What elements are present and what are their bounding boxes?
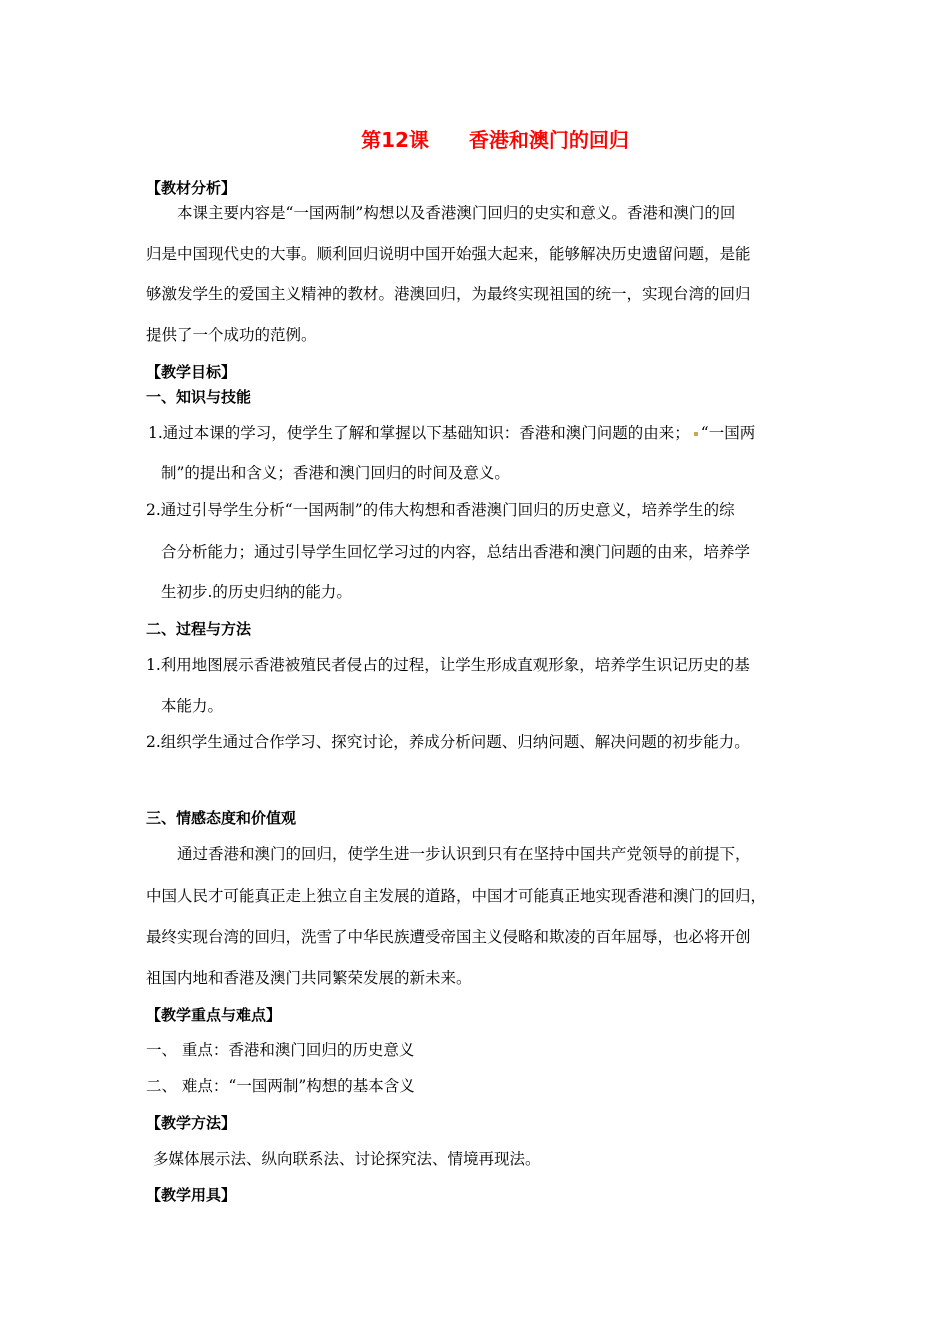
process-heading: 二、过程与方法 — [146, 620, 252, 638]
analysis-heading: 【教材分析】 — [146, 179, 237, 197]
emotion-line-3: 最终实现台湾的回归，洗雪了中华民族遭受帝国主义侵略和欺凌的百年屈辱，也必将开创 — [146, 928, 751, 946]
highlight-mark — [694, 432, 698, 436]
emotion-line-2: 中国人民才可能真正走上独立自主发展的道路，中国才可能真正地实现香港和澳门的回归， — [146, 887, 767, 905]
knowledge-item-2-line-1: 2.通过引导学生分析“一国两制”的伟大构想和香港澳门回归的历史意义，培养学生的综 — [146, 501, 735, 519]
methods-text: 多媒体展示法、纵向联系法、讨论探究法、情境再现法。 — [153, 1150, 541, 1168]
knowledge-item-1-line-1: 1.通过本课的学习，使学生了解和掌握以下基础知识：香港和澳门问题的由来； “一国两 — [148, 424, 756, 442]
key-point-difficulty: 二、 难点：“一国两制”构想的基本含义 — [146, 1077, 415, 1095]
lesson-name: 香港和澳门的回归 — [468, 128, 629, 152]
methods-heading: 【教学方法】 — [146, 1114, 237, 1132]
emotion-line-1: 通过香港和澳门的回归，使学生进一步认识到只有在坚持中国共产党领导的前提下， — [177, 845, 751, 863]
analysis-line-3: 够激发学生的爱国主义精神的教材。港澳回归，为最终实现祖国的统一，实现台湾的回归 — [146, 285, 751, 303]
knowledge-heading: 一、知识与技能 — [146, 388, 252, 406]
key-point-focus: 一、 重点：香港和澳门回归的历史意义 — [146, 1041, 415, 1059]
knowledge-item-2-line-3: 生初步.的历史归纳的能力。 — [161, 583, 352, 601]
knowledge-item-2-line-2: 合分析能力；通过引导学生回忆学习过的内容，总结出香港和澳门问题的由来，培养学 — [161, 543, 751, 561]
analysis-line-2: 归是中国现代史的大事。顺利回归说明中国开始强大起来，能够解决历史遗留问题，是能 — [146, 245, 751, 263]
knowledge-item-1-line-2: 制”的提出和含义；香港和澳门回归的时间及意义。 — [161, 464, 510, 482]
tools-heading: 【教学用具】 — [146, 1186, 237, 1204]
goals-heading: 【教学目标】 — [146, 363, 237, 381]
emotion-line-4: 祖国内地和香港及澳门共同繁荣发展的新未来。 — [146, 969, 472, 987]
process-item-1-line-1: 1.利用地图展示香港被殖民者侵占的过程，让学生形成直观形象，培养学生识记历史的基 — [146, 656, 750, 674]
process-item-2: 2.组织学生通过合作学习、探究讨论，养成分析问题、归纳问题、解决问题的初步能力。 — [146, 733, 750, 751]
key-points-heading: 【教学重点与难点】 — [146, 1006, 282, 1024]
lesson-title — [0, 124, 950, 153]
analysis-line-1: 本课主要内容是“一国两制”构想以及香港澳门回归的史实和意义。香港和澳门的回 — [177, 204, 736, 222]
emotion-heading: 三、情感态度和价值观 — [146, 809, 297, 827]
lesson-number: 第12课 — [361, 128, 429, 152]
process-item-1-line-2: 本能力。 — [161, 697, 224, 715]
analysis-line-4: 提供了一个成功的范例。 — [146, 326, 317, 344]
